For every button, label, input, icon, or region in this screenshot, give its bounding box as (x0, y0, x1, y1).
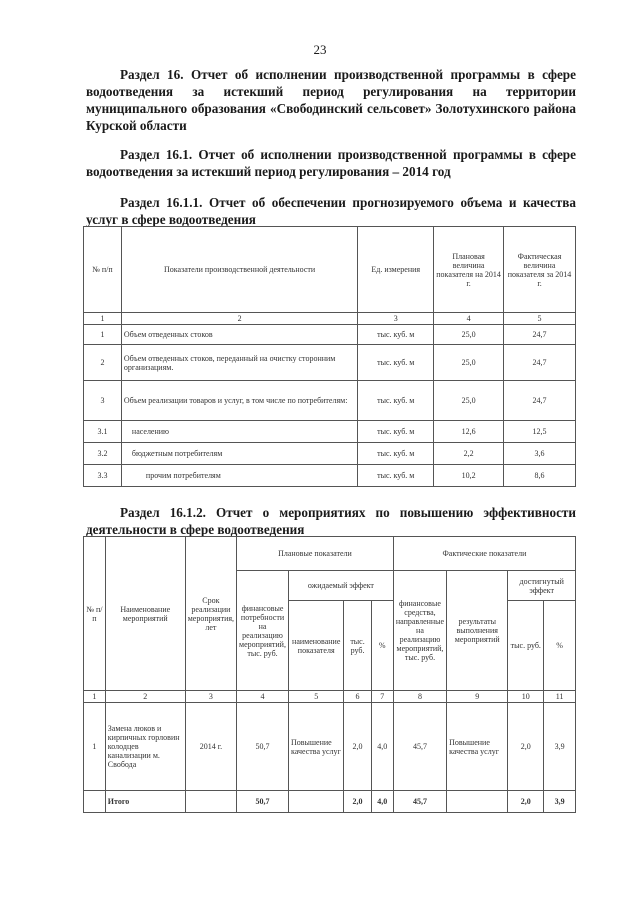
header-cell: Фактические показатели (393, 537, 575, 571)
row-number: 2 (84, 345, 122, 381)
row-number: 3.3 (84, 465, 122, 487)
section-16-1-heading: Раздел 16.1. Отчет об исполнении производственной программы в сфере водоотведения за истекший период регулирования – 2014 год (86, 147, 576, 179)
table-row (84, 381, 576, 421)
row-thous2: 2,0 (508, 703, 544, 791)
row-name: населению (121, 421, 357, 443)
page-number: 23 (313, 42, 327, 57)
header-cell: Срок реализации мероприятия, лет (185, 537, 236, 691)
col-number: 9 (447, 691, 508, 703)
col-number: 4 (434, 313, 504, 325)
total-thous: 2,0 (344, 791, 371, 813)
total-fin-fact: 45,7 (393, 791, 446, 813)
row-plan: 12,6 (434, 421, 504, 443)
row-plan: 2,2 (434, 443, 504, 465)
table-row (84, 703, 576, 791)
row-term: 2014 г. (185, 703, 236, 791)
col-number: 10 (508, 691, 544, 703)
section-16-1-2-heading: Раздел 16.1.2. Отчет о мероприятиях по повышению эффективности деятельности в сфере водоотведения (86, 505, 576, 537)
row-thous: 2,0 (344, 703, 371, 791)
total-row (84, 791, 576, 813)
row-unit: тыс. куб. м (358, 325, 434, 345)
header-cell: результаты выполнения мероприятий (447, 571, 508, 691)
col-number: 5 (288, 691, 343, 703)
row-number: 3.2 (84, 443, 122, 465)
section-16-heading: Раздел 16. Отчет об исполнении производственной программы в сфере водоотведения за истекший период регулирования на территории муниципального образования «Свободинский сельсовет» Золотухинского района Курской области (86, 67, 576, 133)
header-cell: Плановые показатели (237, 537, 394, 571)
header-cell: наименование показателя (288, 601, 343, 691)
column-number-row (84, 313, 576, 325)
row-number: 3 (84, 381, 122, 421)
header-cell: № п/п (84, 537, 106, 691)
row-number: 1 (84, 325, 122, 345)
col-number: 2 (121, 313, 357, 325)
total-pct: 4,0 (371, 791, 393, 813)
row-plan: 25,0 (434, 381, 504, 421)
col-number: 1 (84, 313, 122, 325)
header-cell: финансовые потребности на реализацию мероприятий, тыс. руб. (237, 571, 289, 691)
efficiency-measures-table (83, 536, 576, 813)
col-number: 4 (237, 691, 289, 703)
row-fact: 24,7 (504, 345, 576, 381)
row-fact: 12,5 (504, 421, 576, 443)
header-cell: достигнутый эффект (508, 571, 576, 601)
row-unit: тыс. куб. м (358, 443, 434, 465)
row-plan: 10,2 (434, 465, 504, 487)
row-unit: тыс. куб. м (358, 381, 434, 421)
total-pct2: 3,9 (544, 791, 576, 813)
header-cell: тыс. руб. (344, 601, 371, 691)
empty-cell (447, 791, 508, 813)
header-cell: % (371, 601, 393, 691)
total-thous2: 2,0 (508, 791, 544, 813)
row-plan: 25,0 (434, 345, 504, 381)
row-fact: 3,6 (504, 443, 576, 465)
header-cell: № п/п (84, 227, 122, 313)
volume-quality-table (83, 226, 576, 487)
row-fin-plan: 50,7 (237, 703, 289, 791)
row-indicator: Повышение качества услуг (288, 703, 343, 791)
header-cell: тыс. руб. (508, 601, 544, 691)
header-cell: финансовые средства, направленные на реализацию мероприятий, тыс. руб. (393, 571, 446, 691)
table-row (84, 325, 576, 345)
row-number: 3.1 (84, 421, 122, 443)
empty-cell (84, 791, 106, 813)
col-number: 3 (358, 313, 434, 325)
row-name: Объем отведенных стоков, переданный на очистку сторонним организациям. (121, 345, 357, 381)
empty-cell (185, 791, 236, 813)
column-number-row (84, 691, 576, 703)
row-unit: тыс. куб. м (358, 465, 434, 487)
row-fact: 24,7 (504, 325, 576, 345)
row-fact: 24,7 (504, 381, 576, 421)
table-header-row (84, 227, 576, 313)
row-unit: тыс. куб. м (358, 421, 434, 443)
row-fin-fact: 45,7 (393, 703, 446, 791)
row-name: Замена люков и кирпичных горловин колодцев канализации м. Свобода (105, 703, 185, 791)
row-name: прочим потребителям (121, 465, 357, 487)
col-number: 8 (393, 691, 446, 703)
header-cell: Плановая величина показателя на 2014 г. (434, 227, 504, 313)
row-fact: 8,6 (504, 465, 576, 487)
row-name: Объем отведенных стоков (121, 325, 357, 345)
total-label: Итого (105, 791, 185, 813)
row-number: 1 (84, 703, 106, 791)
row-result: Повышение качества услуг (447, 703, 508, 791)
col-number: 7 (371, 691, 393, 703)
col-number: 11 (544, 691, 576, 703)
row-pct2: 3,9 (544, 703, 576, 791)
header-cell: ожидаемый эффект (288, 571, 393, 601)
total-fin-plan: 50,7 (237, 791, 289, 813)
section-16-1-1-heading: Раздел 16.1.1. Отчет об обеспечении прогнозируемого объема и качества услуг в сфере водоотведения (86, 195, 576, 227)
row-name: Объем реализации товаров и услуг, в том числе по потребителям: (121, 381, 357, 421)
table-row (84, 421, 576, 443)
row-pct: 4,0 (371, 703, 393, 791)
header-cell: Показатели производственной деятельности (121, 227, 357, 313)
col-number: 6 (344, 691, 371, 703)
table-row (84, 345, 576, 381)
row-plan: 25,0 (434, 325, 504, 345)
col-number: 1 (84, 691, 106, 703)
header-cell: Ед. измерения (358, 227, 434, 313)
table-row (84, 465, 576, 487)
header-cell: Наименование мероприятий (105, 537, 185, 691)
col-number: 3 (185, 691, 236, 703)
row-unit: тыс. куб. м (358, 345, 434, 381)
header-cell: % (544, 601, 576, 691)
col-number: 5 (504, 313, 576, 325)
header-cell: Фактическая величина показателя за 2014 г. (504, 227, 576, 313)
table-row (84, 443, 576, 465)
col-number: 2 (105, 691, 185, 703)
row-name: бюджетным потребителям (121, 443, 357, 465)
empty-cell (288, 791, 343, 813)
table-header-row (84, 537, 576, 571)
